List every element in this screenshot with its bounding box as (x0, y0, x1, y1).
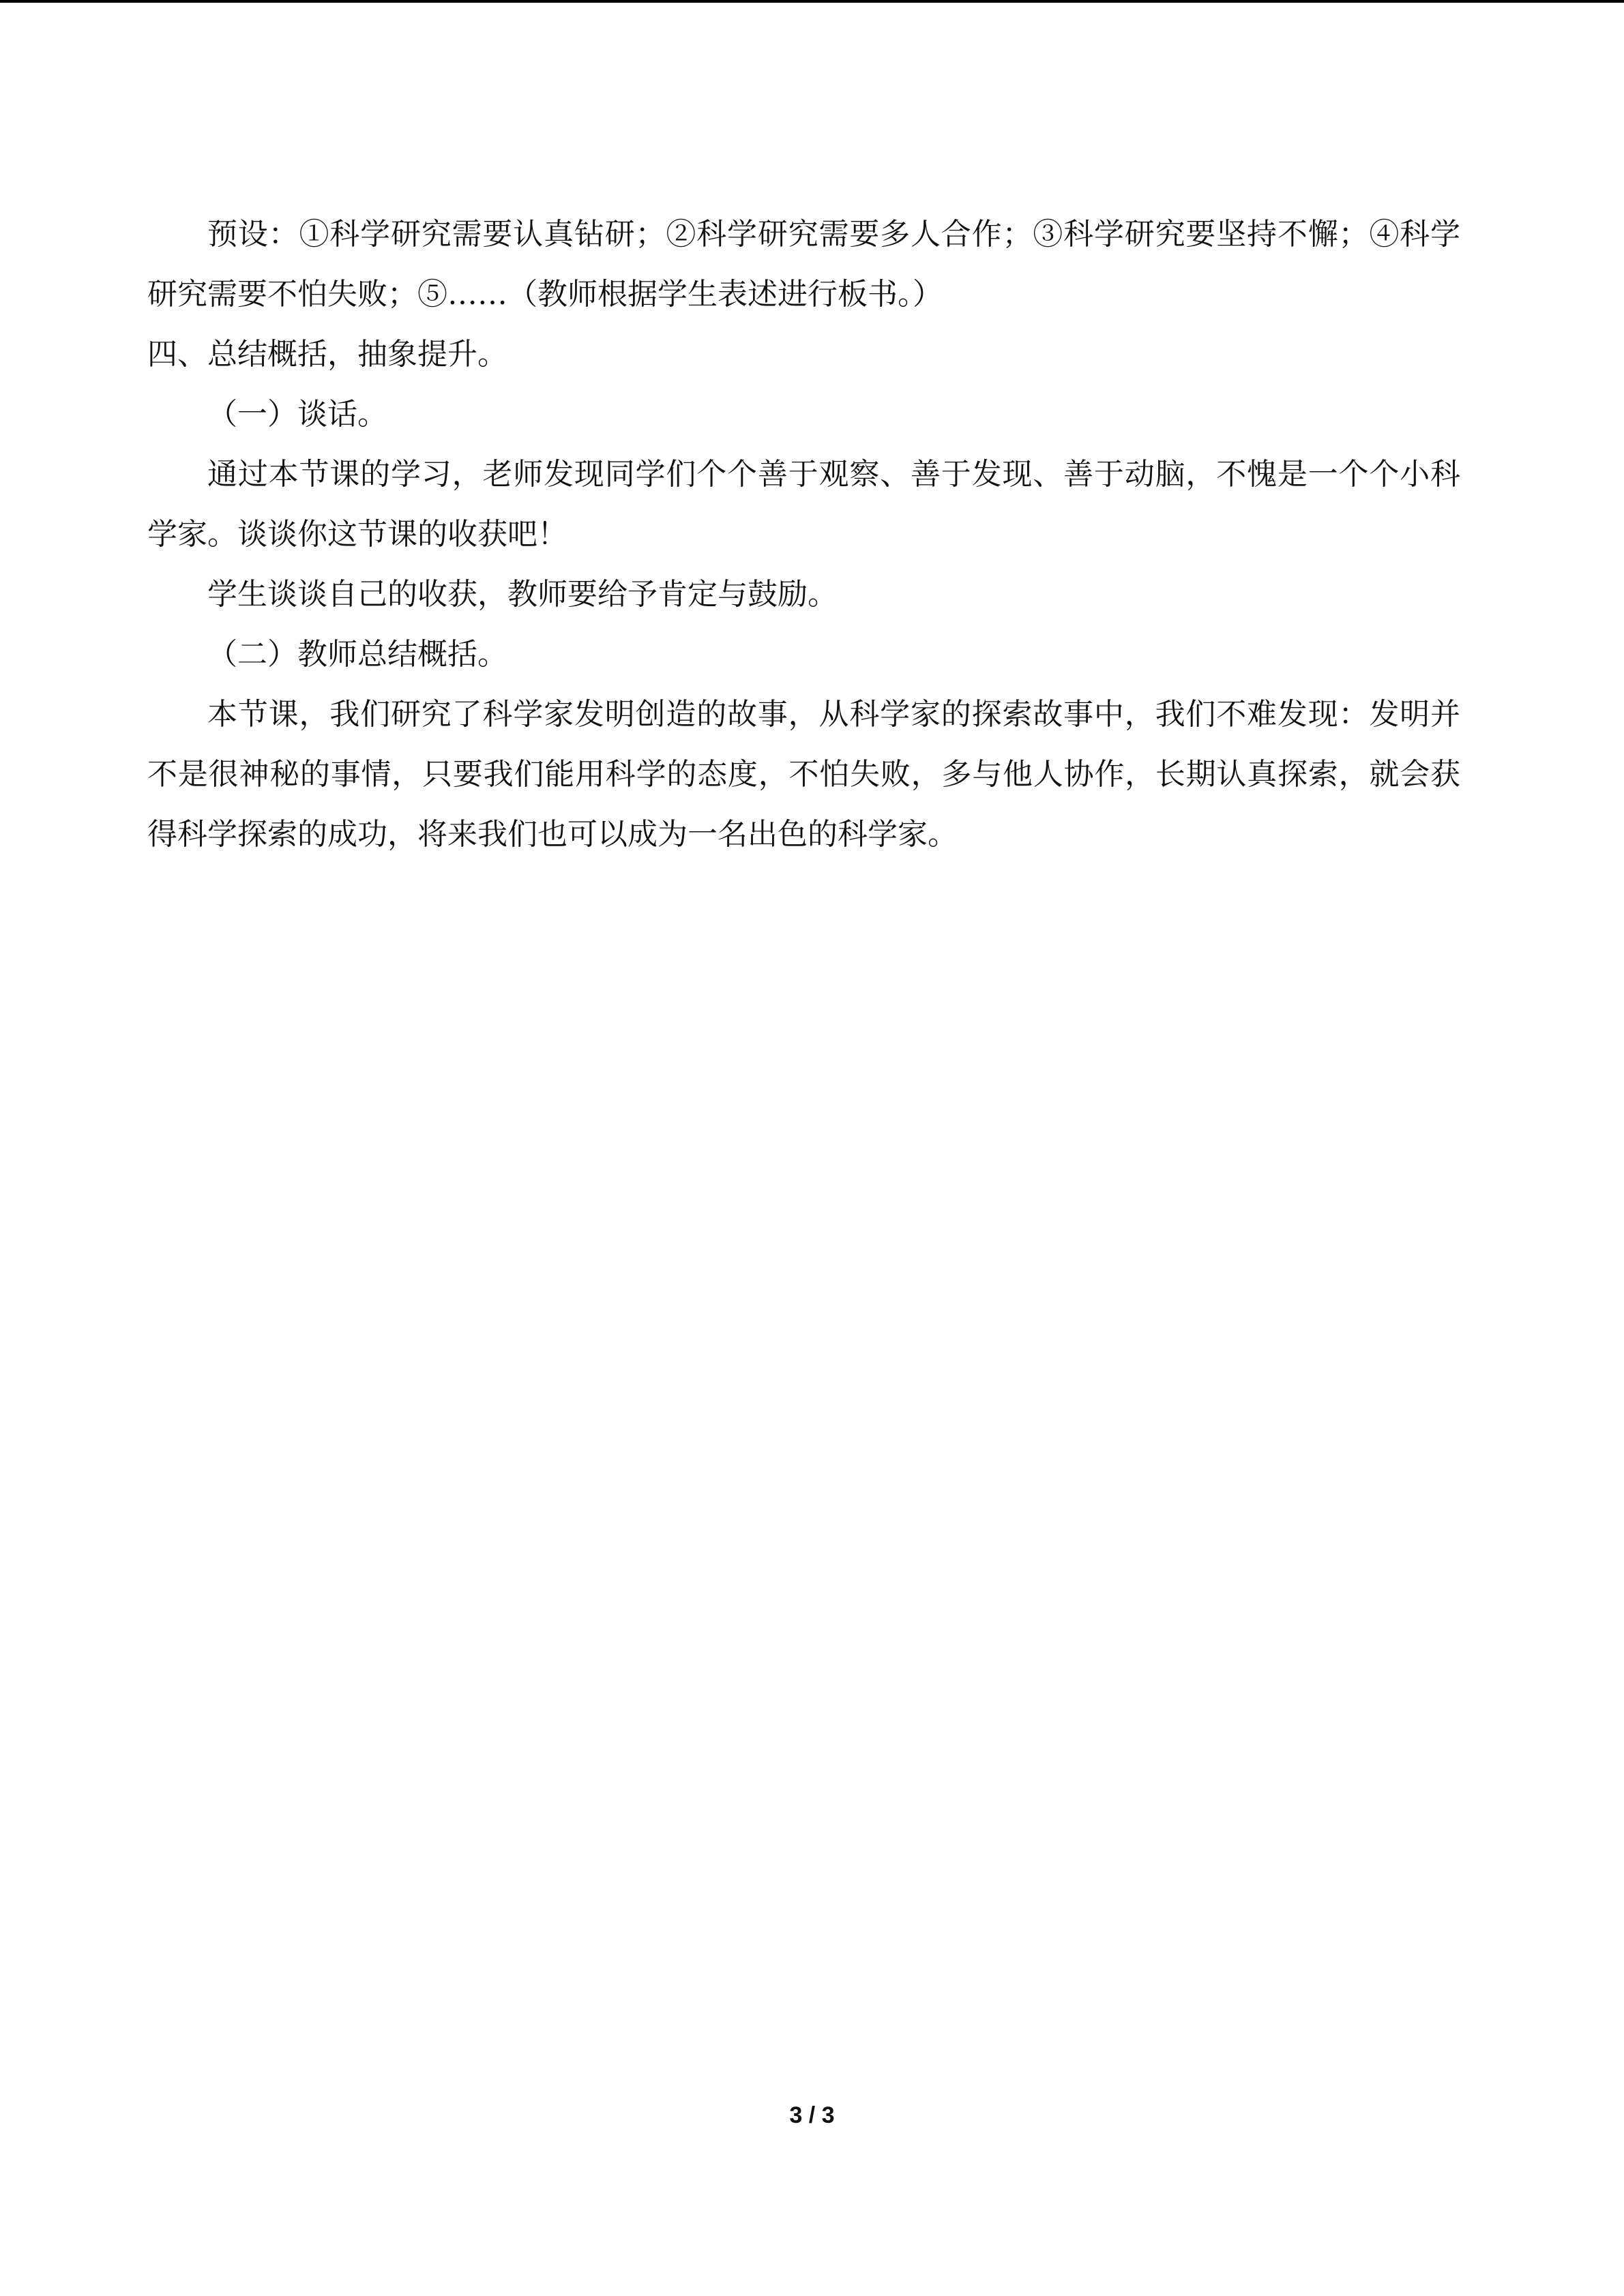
subheading-talk: （一）谈话。 (207, 397, 387, 432)
top-border-line (0, 0, 1624, 3)
section-heading-summary: 四、总结概括，抽象提升。 (147, 337, 507, 372)
document-body (147, 205, 1460, 865)
paragraph-talk-content: 通过本节课的学习，老师发现同学们个个善于观察、善于发现、善于动脑，不愧是一个个小科学家。谈谈你这节课的收获吧！ (147, 457, 1460, 552)
subheading-teacher-summary: （二）教师总结概括。 (207, 637, 507, 672)
page-number: 3 / 3 (789, 2102, 835, 2128)
paragraph-student-share: 学生谈谈自己的收获，教师要给予肯定与鼓励。 (207, 577, 838, 612)
paragraph-presets: 预设：①科学研究需要认真钻研；②科学研究需要多人合作；③科学研究要坚持不懈；④科学研究需要不怕失败；⑤……（教师根据学生表述进行板书。） (147, 217, 1460, 312)
paragraph-conclusion: 本节课，我们研究了科学家发明创造的故事，从科学家的探索故事中，我们不难发现：发明并不是很神秘的事情，只要我们能用科学的态度，不怕失败，多与他人协作，长期认真探索，就会获得科学探索的成功，将来我们也可以成为一名出色的科学家。 (147, 697, 1460, 852)
